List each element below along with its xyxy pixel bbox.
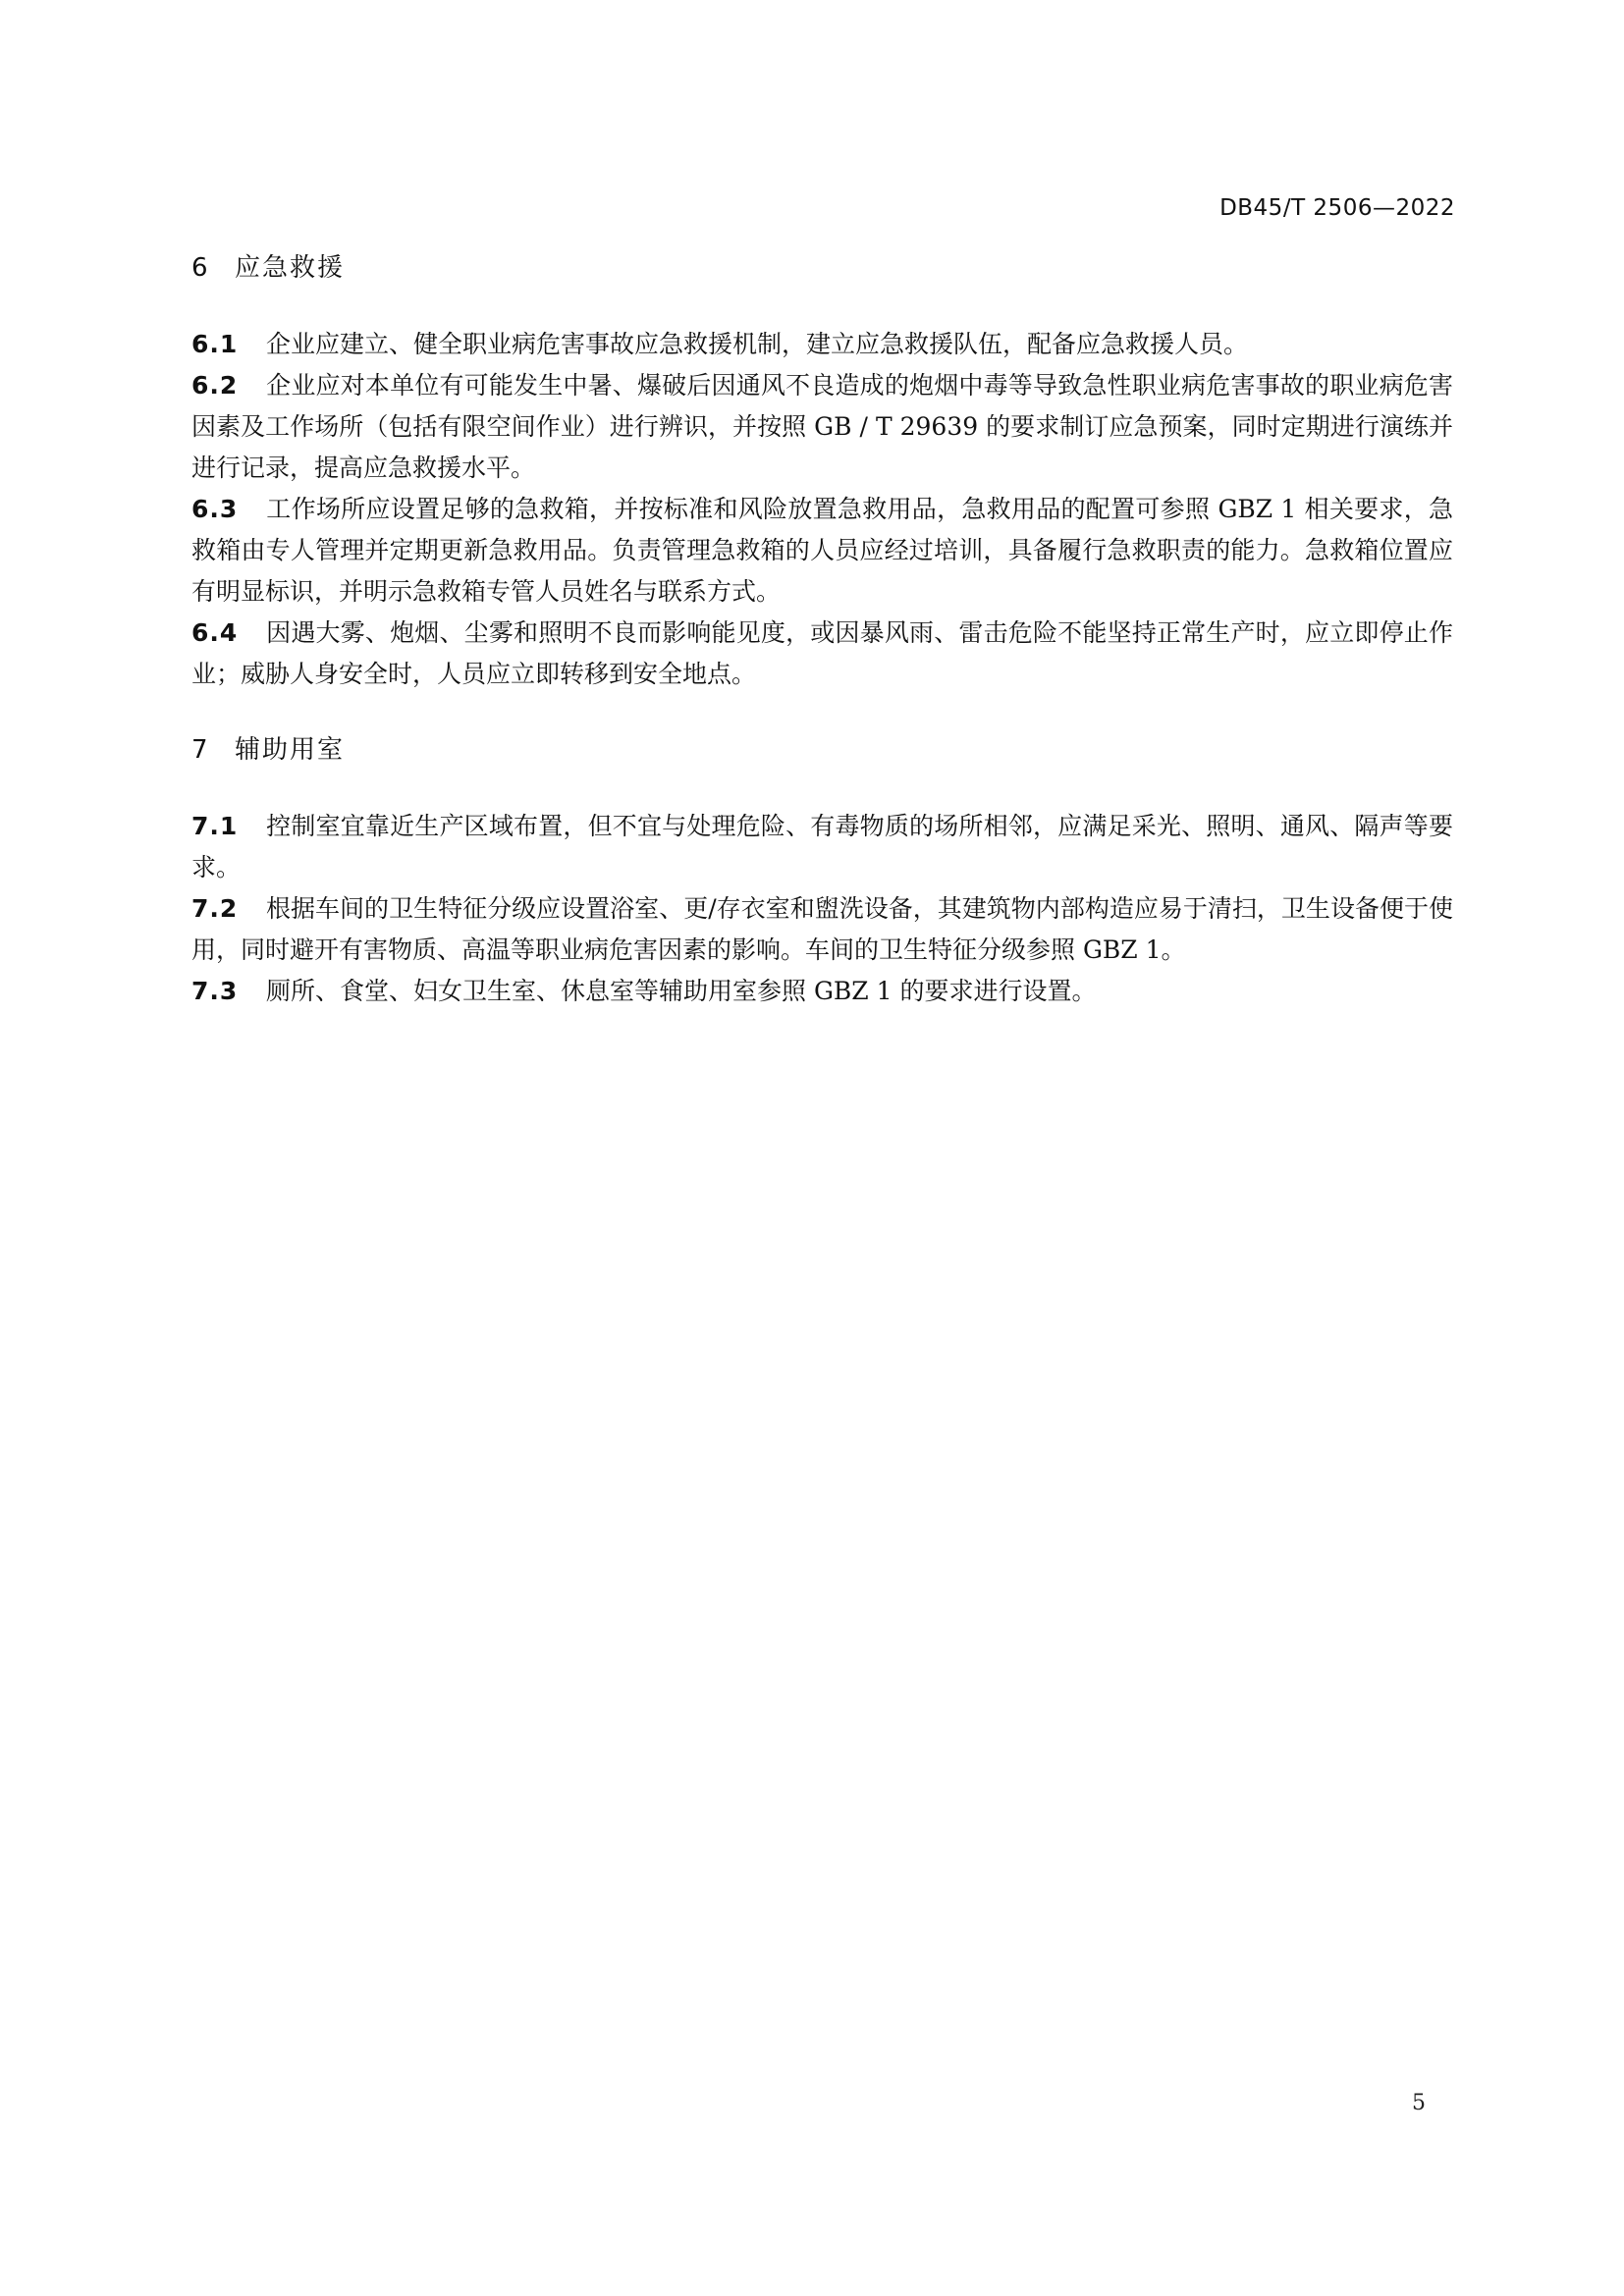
clause-6-3 (191, 489, 1453, 613)
clause-number: 6.2 (191, 371, 239, 400)
section-number: 7 (191, 735, 208, 765)
clause-text: 根据车间的卫生特征分级应设置浴室、更/存衣室和盥洗设备，其建筑物内部构造应易于清扫，卫生设备便于使用，同时避开有害物质、高温等职业病危害因素的影响。车间的卫生特征分级参照 GBZ 1。 (191, 894, 1453, 964)
clause-7-1 (191, 806, 1453, 888)
clause-number: 7.3 (191, 977, 239, 1005)
clause-number: 6.4 (191, 618, 239, 647)
clause-number: 7.1 (191, 812, 239, 840)
clause-7-3 (191, 971, 1453, 1012)
section-heading-6 (191, 250, 1453, 286)
clause-7-2 (191, 888, 1453, 971)
clause-number: 6.3 (191, 495, 239, 523)
clause-text: 工作场所应设置足够的急救箱，并按标准和风险放置急救用品，急救用品的配置可参照 GBZ 1 相关要求，急救箱由专人管理并定期更新急救用品。负责管理急救箱的人员应经过培训，具备履行急救职责的能力。急救箱位置应有明显标识，并明示急救箱专管人员姓名与联系方式。 (191, 495, 1453, 606)
clause-text: 企业应对本单位有可能发生中暑、爆破后因通风不良造成的炮烟中毒等导致急性职业病危害事故的职业病危害因素及工作场所（包括有限空间作业）进行辨识，并按照 GB / T 29639 的要求制订应急预案，同时定期进行演练并进行记录，提高应急救援水平。 (191, 371, 1453, 482)
standard-code: DB45/T 2506—2022 (1219, 195, 1455, 221)
clause-6-1 (191, 324, 1453, 365)
section-spacer (191, 695, 1453, 732)
section-title: 辅助用室 (235, 735, 346, 765)
clause-text: 厕所、食堂、妇女卫生室、休息室等辅助用室参照 GBZ 1 的要求进行设置。 (266, 977, 1097, 1005)
clause-text: 因遇大雾、炮烟、尘雾和照明不良而影响能见度，或因暴风雨、雷击危险不能坚持正常生产时，应立即停止作业；威胁人身安全时，人员应立即转移到安全地点。 (191, 618, 1453, 688)
clause-number: 7.2 (191, 894, 239, 923)
page-content (191, 250, 1453, 1012)
clause-text: 控制室宜靠近生产区域布置，但不宜与处理危险、有毒物质的场所相邻，应满足采光、照明、通风、隔声等要求。 (191, 812, 1453, 881)
section-title: 应急救援 (235, 253, 346, 283)
clause-text: 企业应建立、健全职业病危害事故应急救援机制，建立应急救援队伍，配备应急救援人员。 (266, 330, 1249, 358)
section-heading-7 (191, 732, 1453, 768)
page-number: 5 (1412, 2091, 1426, 2115)
section-number: 6 (191, 253, 208, 283)
clause-number: 6.1 (191, 330, 239, 358)
clause-6-4 (191, 613, 1453, 695)
clause-6-2 (191, 365, 1453, 489)
